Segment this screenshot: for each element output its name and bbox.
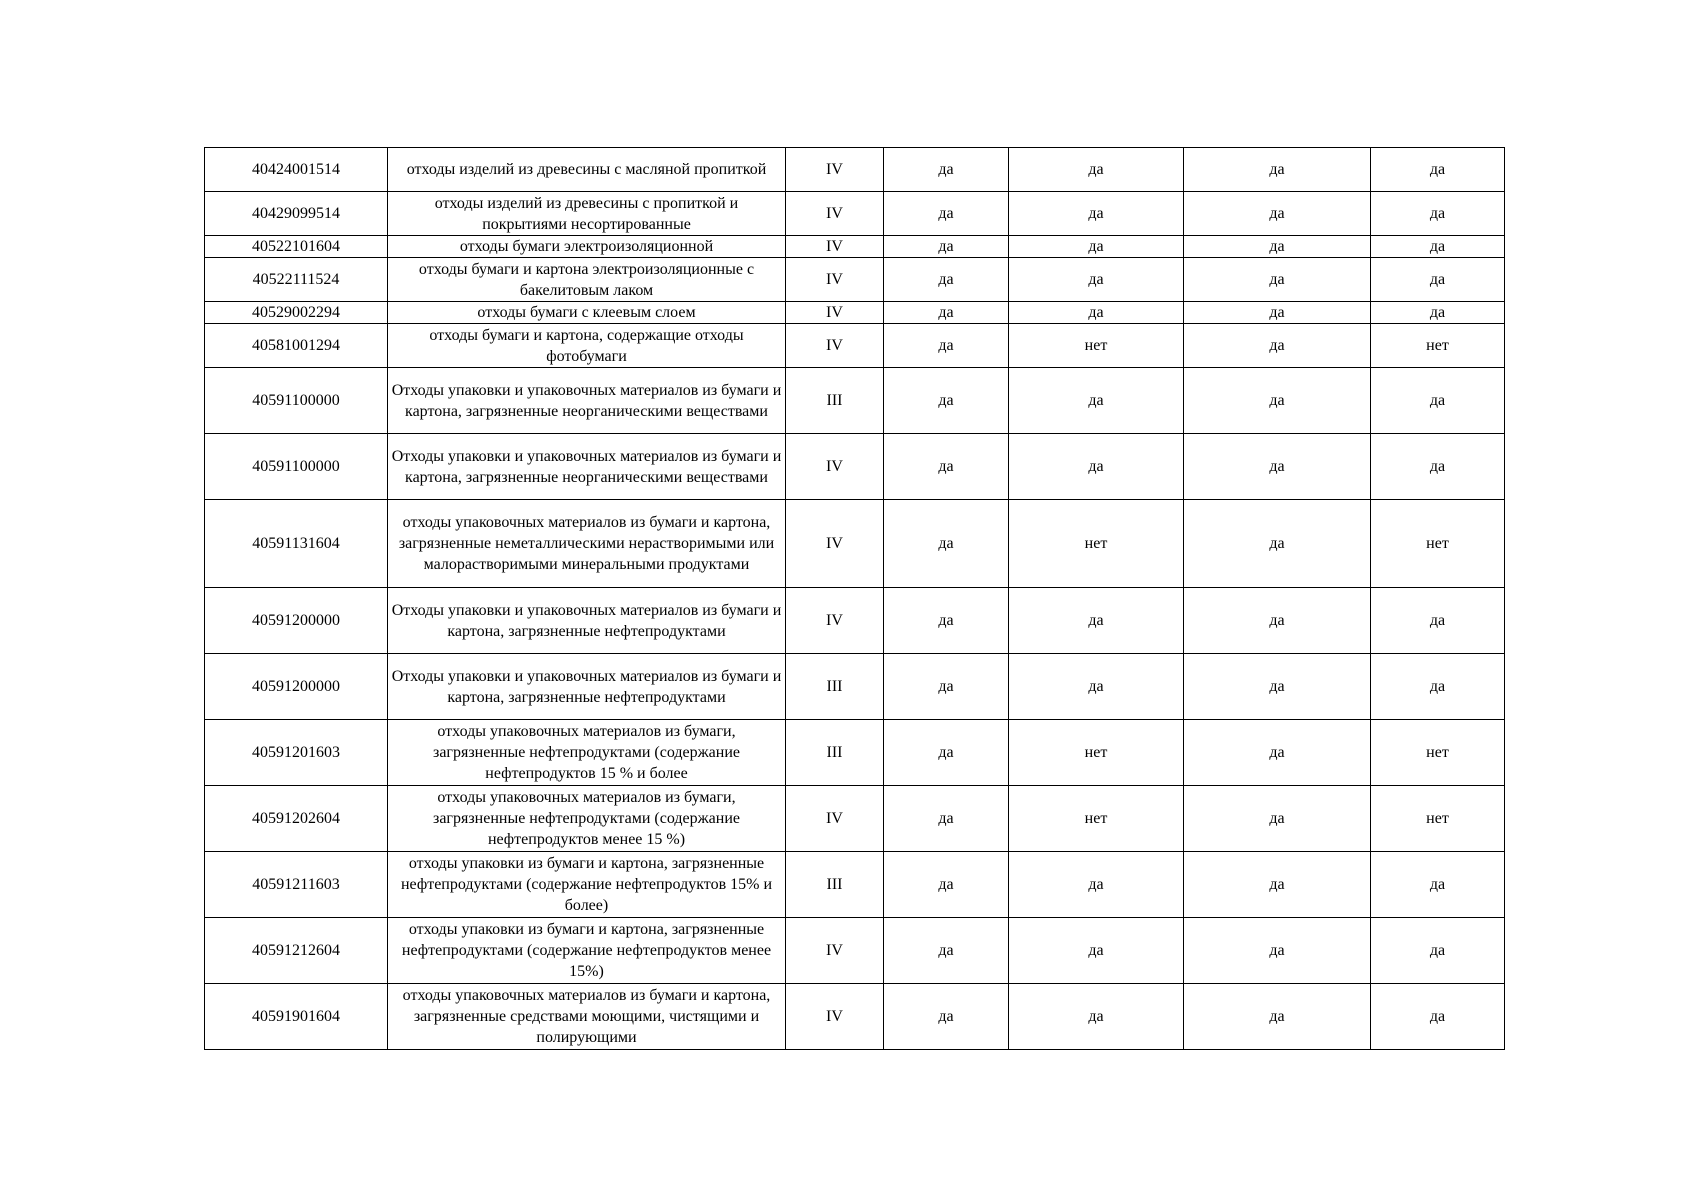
flag-b-cell: нет [1009, 720, 1184, 786]
flag-a-cell: да [884, 258, 1009, 302]
hazard-class-cell: IV [786, 192, 884, 236]
hazard-class-cell: IV [786, 786, 884, 852]
flag-c-cell: да [1184, 918, 1371, 984]
waste-name-cell: Отходы упаковки и упаковочных материалов из бумаги и картона, загрязненные нефтепродуктами [388, 588, 786, 654]
flag-a-cell: да [884, 786, 1009, 852]
flag-d-cell: да [1371, 654, 1505, 720]
hazard-class-cell: IV [786, 302, 884, 324]
flag-a-cell: да [884, 852, 1009, 918]
waste-code-cell: 40522111524 [205, 258, 388, 302]
flag-b-cell: да [1009, 654, 1184, 720]
table-row [205, 368, 1505, 434]
hazard-class-cell: IV [786, 984, 884, 1050]
waste-code-cell: 40591201603 [205, 720, 388, 786]
flag-b-cell: нет [1009, 324, 1184, 368]
waste-code-cell: 40591131604 [205, 500, 388, 588]
waste-name-cell: отходы упаковочных материалов из бумаги, загрязненные нефтепродуктами (содержание нефтепродуктов менее 15 %) [388, 786, 786, 852]
flag-c-cell: да [1184, 500, 1371, 588]
flag-a-cell: да [884, 148, 1009, 192]
flag-c-cell: да [1184, 588, 1371, 654]
flag-c-cell: да [1184, 852, 1371, 918]
flag-a-cell: да [884, 588, 1009, 654]
flag-c-cell: да [1184, 258, 1371, 302]
waste-code-cell: 40591211603 [205, 852, 388, 918]
flag-d-cell: да [1371, 148, 1505, 192]
flag-a-cell: да [884, 302, 1009, 324]
waste-name-cell: отходы упаковки из бумаги и картона, загрязненные нефтепродуктами (содержание нефтепродуктов менее 15%) [388, 918, 786, 984]
hazard-class-cell: IV [786, 918, 884, 984]
flag-c-cell: да [1184, 148, 1371, 192]
hazard-class-cell: III [786, 852, 884, 918]
flag-d-cell: нет [1371, 500, 1505, 588]
hazard-class-cell: IV [786, 258, 884, 302]
table-row [205, 852, 1505, 918]
waste-code-cell: 40424001514 [205, 148, 388, 192]
flag-a-cell: да [884, 434, 1009, 500]
table-row [205, 786, 1505, 852]
flag-a-cell: да [884, 500, 1009, 588]
flag-d-cell: нет [1371, 324, 1505, 368]
flag-a-cell: да [884, 324, 1009, 368]
flag-d-cell: да [1371, 918, 1505, 984]
flag-c-cell: да [1184, 368, 1371, 434]
flag-d-cell: да [1371, 984, 1505, 1050]
flag-a-cell: да [884, 720, 1009, 786]
hazard-class-cell: III [786, 720, 884, 786]
flag-c-cell: да [1184, 654, 1371, 720]
waste-code-cell: 40429099514 [205, 192, 388, 236]
waste-code-cell: 40529002294 [205, 302, 388, 324]
flag-c-cell: да [1184, 192, 1371, 236]
flag-c-cell: да [1184, 984, 1371, 1050]
flag-d-cell: да [1371, 852, 1505, 918]
flag-a-cell: да [884, 918, 1009, 984]
hazard-class-cell: III [786, 654, 884, 720]
flag-d-cell: да [1371, 192, 1505, 236]
waste-name-cell: отходы бумаги и картона электроизоляционные с бакелитовым лаком [388, 258, 786, 302]
flag-d-cell: да [1371, 236, 1505, 258]
waste-code-cell: 40522101604 [205, 236, 388, 258]
flag-a-cell: да [884, 654, 1009, 720]
waste-code-cell: 40591200000 [205, 588, 388, 654]
flag-c-cell: да [1184, 324, 1371, 368]
flag-b-cell: да [1009, 192, 1184, 236]
hazard-class-cell: IV [786, 324, 884, 368]
table-row [205, 984, 1505, 1050]
table-row [205, 918, 1505, 984]
waste-code-cell: 40591202604 [205, 786, 388, 852]
waste-table [204, 147, 1505, 1050]
flag-b-cell: да [1009, 236, 1184, 258]
waste-code-cell: 40591200000 [205, 654, 388, 720]
flag-d-cell: нет [1371, 720, 1505, 786]
flag-c-cell: да [1184, 302, 1371, 324]
waste-code-cell: 40591212604 [205, 918, 388, 984]
table-row [205, 258, 1505, 302]
flag-d-cell: да [1371, 302, 1505, 324]
flag-b-cell: да [1009, 984, 1184, 1050]
waste-name-cell: отходы изделий из древесины с масляной пропиткой [388, 148, 786, 192]
table-row [205, 434, 1505, 500]
flag-a-cell: да [884, 192, 1009, 236]
flag-a-cell: да [884, 236, 1009, 258]
waste-code-cell: 40581001294 [205, 324, 388, 368]
flag-d-cell: нет [1371, 786, 1505, 852]
flag-b-cell: нет [1009, 786, 1184, 852]
flag-b-cell: да [1009, 852, 1184, 918]
waste-name-cell: Отходы упаковки и упаковочных материалов из бумаги и картона, загрязненные неорганическими веществами [388, 434, 786, 500]
table-row [205, 720, 1505, 786]
flag-b-cell: да [1009, 258, 1184, 302]
flag-d-cell: да [1371, 588, 1505, 654]
flag-a-cell: да [884, 368, 1009, 434]
flag-c-cell: да [1184, 236, 1371, 258]
table-row [205, 192, 1505, 236]
flag-b-cell: да [1009, 302, 1184, 324]
flag-d-cell: да [1371, 258, 1505, 302]
waste-name-cell: отходы бумаги и картона, содержащие отходы фотобумаги [388, 324, 786, 368]
flag-c-cell: да [1184, 434, 1371, 500]
flag-b-cell: да [1009, 918, 1184, 984]
waste-name-cell: отходы бумаги с клеевым слоем [388, 302, 786, 324]
flag-d-cell: да [1371, 368, 1505, 434]
waste-name-cell: отходы бумаги электроизоляционной [388, 236, 786, 258]
table-row [205, 236, 1505, 258]
hazard-class-cell: IV [786, 148, 884, 192]
flag-b-cell: да [1009, 434, 1184, 500]
table-row [205, 148, 1505, 192]
table-row [205, 500, 1505, 588]
waste-name-cell: отходы упаковки из бумаги и картона, загрязненные нефтепродуктами (содержание нефтепродуктов 15% и более) [388, 852, 786, 918]
waste-name-cell: отходы упаковочных материалов из бумаги и картона, загрязненные неметаллическими нерастворимыми или малорастворимыми минеральными продуктами [388, 500, 786, 588]
flag-a-cell: да [884, 984, 1009, 1050]
flag-c-cell: да [1184, 720, 1371, 786]
waste-name-cell: Отходы упаковки и упаковочных материалов из бумаги и картона, загрязненные нефтепродуктами [388, 654, 786, 720]
table-row [205, 654, 1505, 720]
flag-b-cell: да [1009, 148, 1184, 192]
hazard-class-cell: IV [786, 236, 884, 258]
table-row [205, 588, 1505, 654]
table-row [205, 302, 1505, 324]
waste-name-cell: Отходы упаковки и упаковочных материалов из бумаги и картона, загрязненные неорганическими веществами [388, 368, 786, 434]
waste-code-cell: 40591100000 [205, 434, 388, 500]
waste-name-cell: отходы упаковочных материалов из бумаги, загрязненные нефтепродуктами (содержание нефтепродуктов 15 % и более [388, 720, 786, 786]
waste-name-cell: отходы изделий из древесины с пропиткой и покрытиями несортированные [388, 192, 786, 236]
flag-c-cell: да [1184, 786, 1371, 852]
waste-code-cell: 40591100000 [205, 368, 388, 434]
hazard-class-cell: IV [786, 588, 884, 654]
flag-b-cell: нет [1009, 500, 1184, 588]
hazard-class-cell: IV [786, 434, 884, 500]
flag-b-cell: да [1009, 368, 1184, 434]
table-row [205, 324, 1505, 368]
waste-name-cell: отходы упаковочных материалов из бумаги и картона, загрязненные средствами моющими, чистящими и полирующими [388, 984, 786, 1050]
flag-d-cell: да [1371, 434, 1505, 500]
hazard-class-cell: III [786, 368, 884, 434]
waste-code-cell: 40591901604 [205, 984, 388, 1050]
flag-b-cell: да [1009, 588, 1184, 654]
hazard-class-cell: IV [786, 500, 884, 588]
